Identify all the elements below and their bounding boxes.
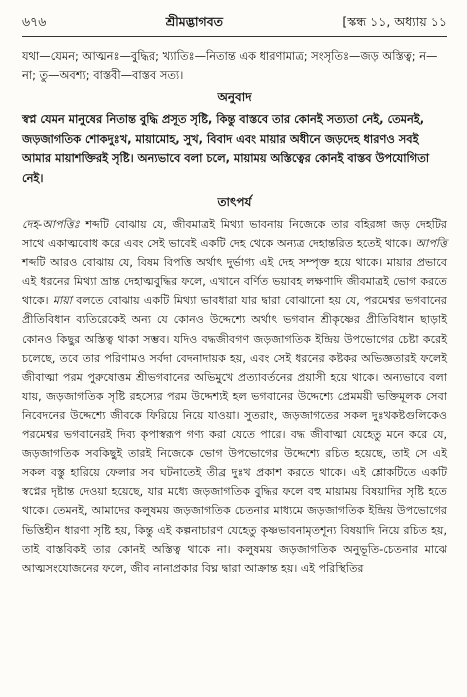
synonyms-text: যথা—যেমন; আত্মনঃ—বুদ্ধির; খ্যাতিঃ—নিতান্ত এক ধারণামাত্র; সংসৃতিঃ—জড় অস্তিত্ব; ন—না; তু—অবশ্য; বাস্তবী—বাস্তব সত্য। <box>22 49 438 82</box>
purport-part-2: শব্দটি আরও বোঝায় যে, বিষম বিপত্তি অর্থাৎ দুর্ভাগ্য এই দেহ সম্পৃক্ত হয়ে থাকে। মায়ার প্রভাবে এই ধরনের মিথ্যা ভ্রান্ত দেহাত্মবুদ্ধির ফলে, এখানে বর্ণিত ভয়াবহ লক্ষণাদি জীবমাত্রই ভোগ করতে থাকে। <box>22 256 447 308</box>
purport-text <box>22 215 447 578</box>
translation-heading: অনুবাদ <box>217 90 252 104</box>
purport-heading: তাৎপর্য <box>217 195 252 209</box>
header-divider <box>22 36 447 37</box>
term-maya: মায়া <box>52 294 72 308</box>
term-deha-apatti: দেহ-আপত্তিঃ <box>22 218 80 231</box>
translation-text: স্বপ্ন যেমন মানুষের নিতান্ত বুদ্ধি প্রসূত সৃষ্টি, কিন্তু বাস্তবে তার কোনই সত্যতা নেই, তেমনই, জড়জাগতিক শোকদুঃখ, মায়ামোহ, সুখ, বিবাদ এবং মায়ার অধীনে জড়দেহ ধারণও সবই আমার মায়াশক্তিরই সৃষ্টি। অন্যভাবে বলা চলে, মায়াময় অস্তিত্বের কোনই বাস্তব উপযোগিতা নেই। <box>22 112 430 185</box>
page-header <box>22 14 447 36</box>
book-title: শ্রীমদ্ভাগবত <box>165 14 224 29</box>
term-apatti: আপত্তি <box>415 237 447 251</box>
purport-part-1: শব্দটি বোঝায় যে, জীবমাত্রই মিথ্যা ভাবনায় নিজেকে তার বহিরঙ্গা জড় দেহটির সাথে একাত্মবোধ করে এবং সেই ভাবেই একটি দেহ থেকে অন্যত্র দেহান্তরিত হতেই থাকে। <box>22 218 447 251</box>
chapter-reference: [স্কন্ধ ১১, অধ্যায় ১১ <box>342 14 447 29</box>
purport-part-3: বলতে বোঝায় একটি মিথ্যা ভাবধারা যার দ্বারা বোঝানো হয় যে, পরমেশ্বর ভগবানের প্রীতিবিধান ব্যতিরেকেই অন্য যে কোনও উদ্দেশ্যে অর্থাৎ ভগবান শ্রীকৃষ্ণের প্রীতিবিধান ছাড়াই কোনও কিছুর অস্তিত্ব থাকা সম্ভব। যদিও বদ্ধজীবগণ জড়জাগতিক ইন্দ্রিয় উপভোগের চেষ্টা করেই চলেছে, তবে তার পরিণামও সর্বদা বেদনাদায়ক হয়, এবং সেই ধরনের কষ্টকর অভিজ্ঞতারই ফলেই জীবাত্মা পরম পুরুষোত্তম শ্রীভগবানের অভিমুখে প্রত্যাবর্তনের প্রয়াসী হয়ে থাকে। অন্যভাবে বলা যায়, জড়জাগতিক সৃষ্টি রহস্যের পরম উদ্দেশ্যই হল ভগবানের উদ্দেশ্যে প্রেমময়ী ভক্তিমূলক সেবা নিবেদনের উদ্দেশ্যে জীবকে ফিরিয়ে নিয়ে যাওয়া। সুতরাং, জড়জাগতের সকল দুঃখকষ্টগুলিকেও পরমেশ্বর ভগবানেরই দিব্য কৃপাস্বরূপ গণ্য করা যেতে পারে। বদ্ধ জীবাত্মা যেহেতু মনে করে যে, জড়জাগতিক সবকিছুই তারই নিজেকে ভোগ উপভোগের উদ্দেশ্যে রচিত হয়েছে, তাই সে এই সকল বস্তু হারিয়ে ফেলার সব ঘটনাতেই তীব্র দুঃখ প্রকাশ করতে থাকে। এই শ্লোকটিতে একটি স্বপ্নের দৃষ্টান্ত দেওয়া হয়েছে, যার মধ্যে জড়জাগতিক বুদ্ধির ফলে বহু মায়াময় বিষয়াদির সৃষ্টি হতে থাকে। তেমনই, আমাদের কলুষময় জড়জাগতিক চেতনার মাধ্যমে জড়জাগতিক ইন্দ্রিয় উপভোগের ভিত্তিহীন ধারণা সৃষ্টি হয়, কিন্তু এই কল্পনাচারণ যেহেতু কৃষ্ণভাবনামৃতশূন্য বিষয়াদি নিয়ে রচিত হয়, তাই বাস্তবিকই তার কোনই অস্তিত্ব থাকে না। কলুষময় জড়জাগতিক অনুভূতি-চেতনার মাঝে আত্মসংযোজনের ফলে, জীব নানাপ্রকার বিঘ্ন দ্বারা আক্রান্ত হয়। এই পরিস্থিতির <box>22 294 447 575</box>
page-number: ৬৭৬ <box>22 14 47 29</box>
